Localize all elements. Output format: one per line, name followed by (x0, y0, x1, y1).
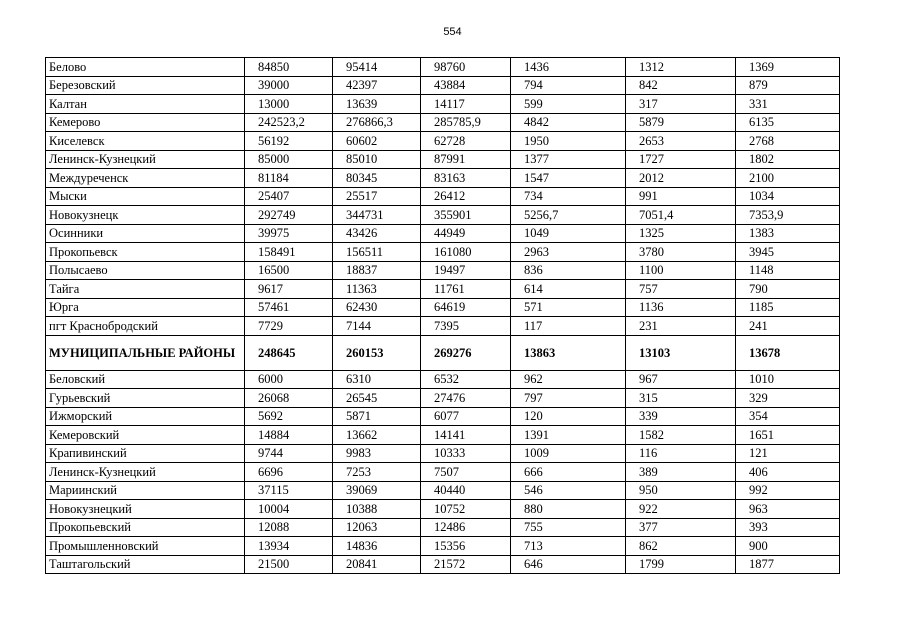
value-cell-col-3: 21572 (421, 555, 511, 574)
value-cell-col-6: 1185 (736, 298, 840, 317)
value-cell-col-6: 1802 (736, 150, 840, 169)
value-cell-col-6: 1010 (736, 370, 840, 389)
value-cell-col-2: 25517 (333, 187, 421, 206)
value-cell-col-1: 5692 (245, 407, 333, 426)
value-cell-col-3: 6532 (421, 370, 511, 389)
value-cell-col-1: 26068 (245, 389, 333, 408)
table-row (46, 132, 840, 151)
value-cell-col-6: 393 (736, 518, 840, 537)
value-cell-col-2: 156511 (333, 243, 421, 262)
value-cell-col-4: 1009 (511, 444, 626, 463)
value-cell-col-2: 62430 (333, 298, 421, 317)
value-cell-col-5: 339 (626, 407, 736, 426)
value-cell-col-3: 44949 (421, 224, 511, 243)
value-cell-col-3: 269276 (421, 335, 511, 370)
value-cell-col-5: 967 (626, 370, 736, 389)
value-cell-col-1: 6696 (245, 463, 333, 482)
value-cell-col-3: 27476 (421, 389, 511, 408)
value-cell-col-5: 1582 (626, 426, 736, 445)
value-cell-col-6: 2768 (736, 132, 840, 151)
value-cell-col-3: 43884 (421, 76, 511, 95)
value-cell-col-2: 7253 (333, 463, 421, 482)
value-cell-col-6: 406 (736, 463, 840, 482)
value-cell-col-2: 260153 (333, 335, 421, 370)
value-cell-col-6: 329 (736, 389, 840, 408)
value-cell-col-5: 1325 (626, 224, 736, 243)
table-row (46, 150, 840, 169)
value-cell-col-2: 18837 (333, 261, 421, 280)
value-cell-col-2: 60602 (333, 132, 421, 151)
value-cell-col-2: 12063 (333, 518, 421, 537)
value-cell-col-2: 43426 (333, 224, 421, 243)
value-cell-col-4: 117 (511, 317, 626, 336)
value-cell-col-3: 15356 (421, 537, 511, 556)
value-cell-col-6: 963 (736, 500, 840, 519)
value-cell-col-4: 797 (511, 389, 626, 408)
value-cell-col-5: 389 (626, 463, 736, 482)
table-row (46, 261, 840, 280)
section-name-cell: МУНИЦИПАЛЬНЫЕ РАЙОНЫ (46, 335, 245, 370)
table-row (46, 206, 840, 225)
value-cell-col-1: 10004 (245, 500, 333, 519)
value-cell-col-3: 62728 (421, 132, 511, 151)
value-cell-col-1: 13000 (245, 95, 333, 114)
value-cell-col-1: 57461 (245, 298, 333, 317)
value-cell-col-4: 1049 (511, 224, 626, 243)
value-cell-col-5: 3780 (626, 243, 736, 262)
row-name-cell: Крапивинский (46, 444, 245, 463)
value-cell-col-6: 1877 (736, 555, 840, 574)
value-cell-col-3: 26412 (421, 187, 511, 206)
value-cell-col-6: 1034 (736, 187, 840, 206)
value-cell-col-4: 1377 (511, 150, 626, 169)
value-cell-col-3: 98760 (421, 58, 511, 77)
value-cell-col-4: 614 (511, 280, 626, 299)
row-name-cell: Таштагольский (46, 555, 245, 574)
value-cell-col-3: 355901 (421, 206, 511, 225)
value-cell-col-1: 13934 (245, 537, 333, 556)
value-cell-col-4: 571 (511, 298, 626, 317)
table-row (46, 187, 840, 206)
value-cell-col-2: 13639 (333, 95, 421, 114)
value-cell-col-6: 13678 (736, 335, 840, 370)
value-cell-col-5: 317 (626, 95, 736, 114)
page-number: 554 (443, 26, 462, 38)
value-cell-col-1: 6000 (245, 370, 333, 389)
row-name-cell: Белово (46, 58, 245, 77)
value-cell-col-6: 3945 (736, 243, 840, 262)
table-row (46, 537, 840, 556)
table-row (46, 113, 840, 132)
value-cell-col-1: 14884 (245, 426, 333, 445)
value-cell-col-4: 880 (511, 500, 626, 519)
row-name-cell: Березовский (46, 76, 245, 95)
value-cell-col-4: 13863 (511, 335, 626, 370)
table-row (46, 407, 840, 426)
row-name-cell: Калтан (46, 95, 245, 114)
value-cell-col-5: 231 (626, 317, 736, 336)
value-cell-col-2: 85010 (333, 150, 421, 169)
row-name-cell: Гурьевский (46, 389, 245, 408)
row-name-cell: Промышленновский (46, 537, 245, 556)
value-cell-col-6: 7353,9 (736, 206, 840, 225)
value-cell-col-4: 1547 (511, 169, 626, 188)
table-row (46, 463, 840, 482)
value-cell-col-6: 6135 (736, 113, 840, 132)
value-cell-col-2: 20841 (333, 555, 421, 574)
value-cell-col-2: 7144 (333, 317, 421, 336)
row-name-cell: Новокузнецк (46, 206, 245, 225)
value-cell-col-3: 14117 (421, 95, 511, 114)
table-row (46, 76, 840, 95)
table-row (46, 555, 840, 574)
value-cell-col-2: 10388 (333, 500, 421, 519)
value-cell-col-1: 248645 (245, 335, 333, 370)
table-row (46, 444, 840, 463)
value-cell-col-4: 546 (511, 481, 626, 500)
table-row (46, 518, 840, 537)
value-cell-col-1: 39975 (245, 224, 333, 243)
table-row (46, 95, 840, 114)
value-cell-col-3: 285785,9 (421, 113, 511, 132)
table-body (46, 58, 840, 574)
value-cell-col-3: 6077 (421, 407, 511, 426)
value-cell-col-2: 5871 (333, 407, 421, 426)
value-cell-col-5: 1136 (626, 298, 736, 317)
value-cell-col-3: 7507 (421, 463, 511, 482)
value-cell-col-4: 646 (511, 555, 626, 574)
value-cell-col-1: 242523,2 (245, 113, 333, 132)
value-cell-col-6: 1383 (736, 224, 840, 243)
value-cell-col-3: 10752 (421, 500, 511, 519)
value-cell-col-3: 64619 (421, 298, 511, 317)
value-cell-col-2: 14836 (333, 537, 421, 556)
value-cell-col-5: 1727 (626, 150, 736, 169)
row-name-cell: Прокопьевск (46, 243, 245, 262)
value-cell-col-2: 95414 (333, 58, 421, 77)
value-cell-col-3: 11761 (421, 280, 511, 299)
table-row (46, 224, 840, 243)
table-row (46, 500, 840, 519)
row-name-cell: Ижморский (46, 407, 245, 426)
value-cell-col-6: 992 (736, 481, 840, 500)
table-row (46, 280, 840, 299)
value-cell-col-6: 1148 (736, 261, 840, 280)
value-cell-col-4: 713 (511, 537, 626, 556)
value-cell-col-6: 790 (736, 280, 840, 299)
value-cell-col-1: 85000 (245, 150, 333, 169)
value-cell-col-5: 2012 (626, 169, 736, 188)
row-name-cell: Новокузнецкий (46, 500, 245, 519)
value-cell-col-5: 315 (626, 389, 736, 408)
row-name-cell: Кемеровский (46, 426, 245, 445)
value-cell-col-1: 81184 (245, 169, 333, 188)
section-row (46, 335, 840, 370)
value-cell-col-3: 14141 (421, 426, 511, 445)
table-row (46, 298, 840, 317)
value-cell-col-4: 5256,7 (511, 206, 626, 225)
value-cell-col-4: 2963 (511, 243, 626, 262)
row-name-cell: Мариинский (46, 481, 245, 500)
value-cell-col-4: 962 (511, 370, 626, 389)
value-cell-col-2: 13662 (333, 426, 421, 445)
value-cell-col-1: 16500 (245, 261, 333, 280)
value-cell-col-1: 9617 (245, 280, 333, 299)
value-cell-col-6: 900 (736, 537, 840, 556)
value-cell-col-6: 1651 (736, 426, 840, 445)
value-cell-col-5: 1312 (626, 58, 736, 77)
table-row (46, 389, 840, 408)
value-cell-col-5: 1100 (626, 261, 736, 280)
value-cell-col-4: 1391 (511, 426, 626, 445)
value-cell-col-2: 9983 (333, 444, 421, 463)
value-cell-col-2: 80345 (333, 169, 421, 188)
value-cell-col-5: 950 (626, 481, 736, 500)
value-cell-col-1: 56192 (245, 132, 333, 151)
row-name-cell: Мыски (46, 187, 245, 206)
value-cell-col-1: 25407 (245, 187, 333, 206)
value-cell-col-5: 922 (626, 500, 736, 519)
table-row (46, 317, 840, 336)
table-row (46, 243, 840, 262)
value-cell-col-5: 862 (626, 537, 736, 556)
value-cell-col-5: 842 (626, 76, 736, 95)
value-cell-col-3: 12486 (421, 518, 511, 537)
value-cell-col-4: 755 (511, 518, 626, 537)
value-cell-col-3: 10333 (421, 444, 511, 463)
value-cell-col-5: 377 (626, 518, 736, 537)
row-name-cell: Кемерово (46, 113, 245, 132)
value-cell-col-1: 7729 (245, 317, 333, 336)
value-cell-col-1: 21500 (245, 555, 333, 574)
value-cell-col-3: 19497 (421, 261, 511, 280)
value-cell-col-4: 794 (511, 76, 626, 95)
value-cell-col-2: 344731 (333, 206, 421, 225)
value-cell-col-1: 158491 (245, 243, 333, 262)
value-cell-col-2: 39069 (333, 481, 421, 500)
value-cell-col-3: 7395 (421, 317, 511, 336)
value-cell-col-5: 5879 (626, 113, 736, 132)
value-cell-col-2: 6310 (333, 370, 421, 389)
value-cell-col-3: 40440 (421, 481, 511, 500)
table-row (46, 58, 840, 77)
value-cell-col-1: 37115 (245, 481, 333, 500)
table-row (46, 426, 840, 445)
value-cell-col-6: 241 (736, 317, 840, 336)
value-cell-col-4: 120 (511, 407, 626, 426)
value-cell-col-2: 42397 (333, 76, 421, 95)
value-cell-col-1: 12088 (245, 518, 333, 537)
data-table (45, 57, 840, 574)
value-cell-col-4: 1436 (511, 58, 626, 77)
row-name-cell: Осинники (46, 224, 245, 243)
value-cell-col-6: 2100 (736, 169, 840, 188)
row-name-cell: Беловский (46, 370, 245, 389)
row-name-cell: Ленинск-Кузнецкий (46, 150, 245, 169)
row-name-cell: Киселевск (46, 132, 245, 151)
table-row (46, 481, 840, 500)
value-cell-col-2: 276866,3 (333, 113, 421, 132)
value-cell-col-6: 121 (736, 444, 840, 463)
row-name-cell: Междуреченск (46, 169, 245, 188)
value-cell-col-5: 757 (626, 280, 736, 299)
value-cell-col-4: 734 (511, 187, 626, 206)
value-cell-col-3: 83163 (421, 169, 511, 188)
value-cell-col-6: 1369 (736, 58, 840, 77)
value-cell-col-1: 9744 (245, 444, 333, 463)
value-cell-col-5: 991 (626, 187, 736, 206)
value-cell-col-5: 2653 (626, 132, 736, 151)
value-cell-col-4: 836 (511, 261, 626, 280)
value-cell-col-1: 39000 (245, 76, 333, 95)
row-name-cell: Полысаево (46, 261, 245, 280)
value-cell-col-4: 1950 (511, 132, 626, 151)
value-cell-col-4: 599 (511, 95, 626, 114)
value-cell-col-2: 26545 (333, 389, 421, 408)
table-row (46, 169, 840, 188)
row-name-cell: Прокопьевский (46, 518, 245, 537)
value-cell-col-3: 87991 (421, 150, 511, 169)
value-cell-col-2: 11363 (333, 280, 421, 299)
row-name-cell: пгт Краснобродский (46, 317, 245, 336)
row-name-cell: Тайга (46, 280, 245, 299)
value-cell-col-3: 161080 (421, 243, 511, 262)
value-cell-col-5: 13103 (626, 335, 736, 370)
value-cell-col-6: 331 (736, 95, 840, 114)
row-name-cell: Ленинск-Кузнецкий (46, 463, 245, 482)
row-name-cell: Юрга (46, 298, 245, 317)
value-cell-col-6: 879 (736, 76, 840, 95)
value-cell-col-5: 1799 (626, 555, 736, 574)
value-cell-col-4: 4842 (511, 113, 626, 132)
table-row (46, 370, 840, 389)
value-cell-col-6: 354 (736, 407, 840, 426)
value-cell-col-5: 7051,4 (626, 206, 736, 225)
value-cell-col-5: 116 (626, 444, 736, 463)
value-cell-col-1: 292749 (245, 206, 333, 225)
value-cell-col-4: 666 (511, 463, 626, 482)
value-cell-col-1: 84850 (245, 58, 333, 77)
